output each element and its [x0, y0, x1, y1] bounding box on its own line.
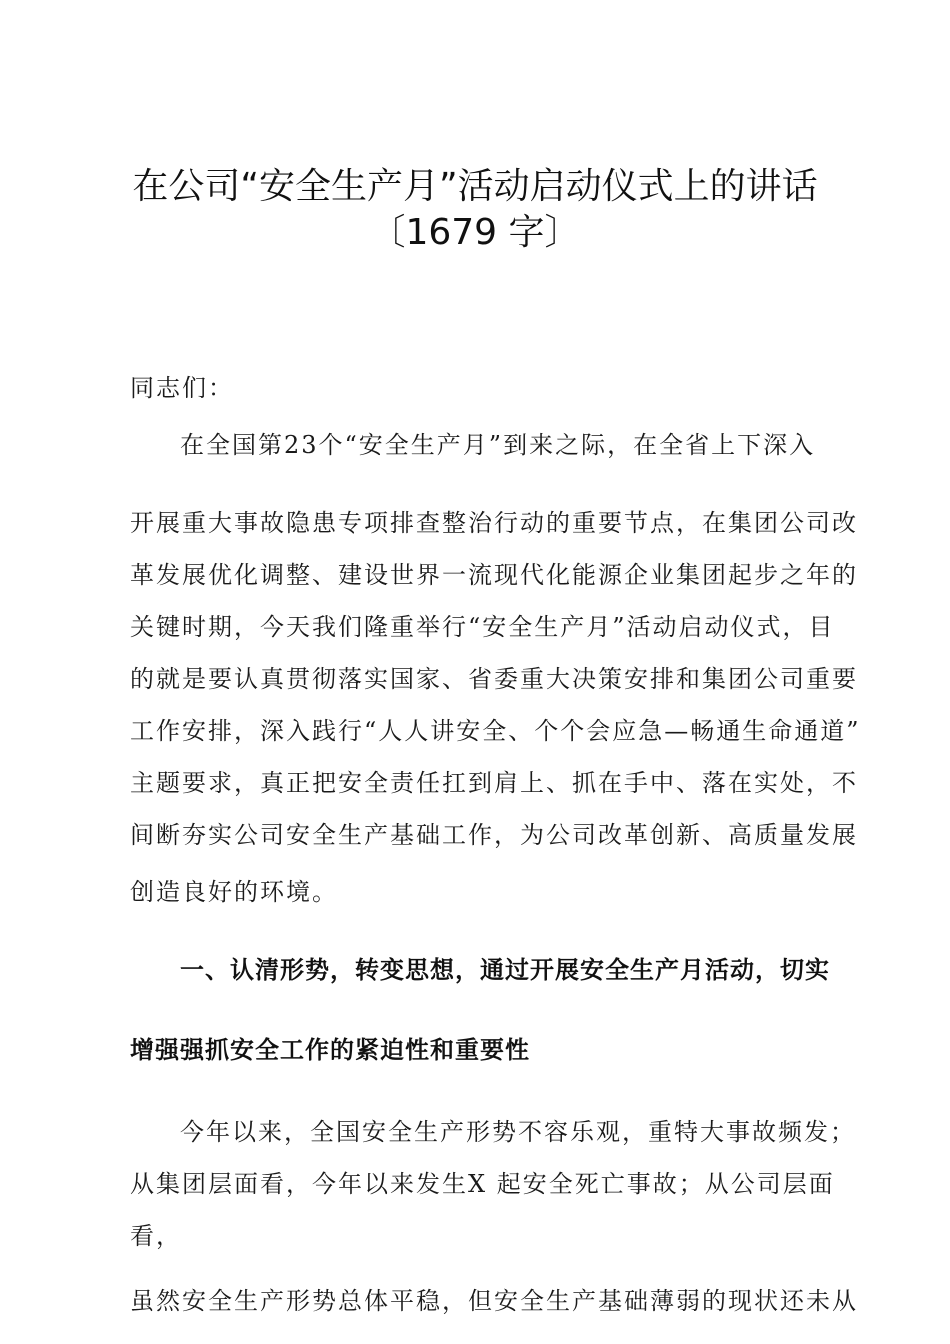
- paragraph-line: 开展重大事故隐患专项排查整治行动的重要节点，在集团公司改: [130, 509, 858, 537]
- paragraph-line: 看，: [130, 1222, 182, 1250]
- paragraph-line: 工作安排，深入践行“人人讲安全、个个会应急—畅通生命通道”: [130, 717, 861, 745]
- paragraph-line: 革发展优化调整、建设世界一流现代化能源企业集团起步之年的: [130, 561, 858, 589]
- paragraph-line: 创造良好的环境。: [130, 878, 338, 906]
- paragraph-line: 关键时期，今天我们隆重举行“安全生产月”活动启动仪式，目: [130, 613, 835, 641]
- document-title: 在公司“安全生产月”活动启动仪式上的讲话: [132, 166, 818, 207]
- salutation: 同志们：: [130, 374, 234, 402]
- document-word-count: 〔1679 字〕: [369, 212, 581, 253]
- paragraph-line: 虽然安全生产形势总体平稳，但安全生产基础薄弱的现状还未从: [130, 1287, 858, 1315]
- paragraph-line: 在全国第23个“安全生产月”到来之际，在全省上下深入: [180, 431, 816, 459]
- paragraph-line: 主题要求，真正把安全责任扛到肩上、抓在手中、落在实处，不: [130, 769, 858, 797]
- paragraph-line: 从集团层面看，今年以来发生X 起安全死亡事故；从公司层面: [130, 1170, 835, 1198]
- paragraph-line: 的就是要认真贯彻落实国家、省委重大决策安排和集团公司重要: [130, 665, 858, 693]
- section-heading: 增强强抓安全工作的紧迫性和重要性: [130, 1036, 530, 1064]
- paragraph-line: 今年以来，全国安全生产形势不容乐观，重特大事故频发；: [180, 1118, 856, 1146]
- paragraph-line: 间断夯实公司安全生产基础工作，为公司改革创新、高质量发展: [130, 821, 858, 849]
- section-heading: 一、认清形势，转变思想，通过开展安全生产月活动，切实: [180, 956, 830, 984]
